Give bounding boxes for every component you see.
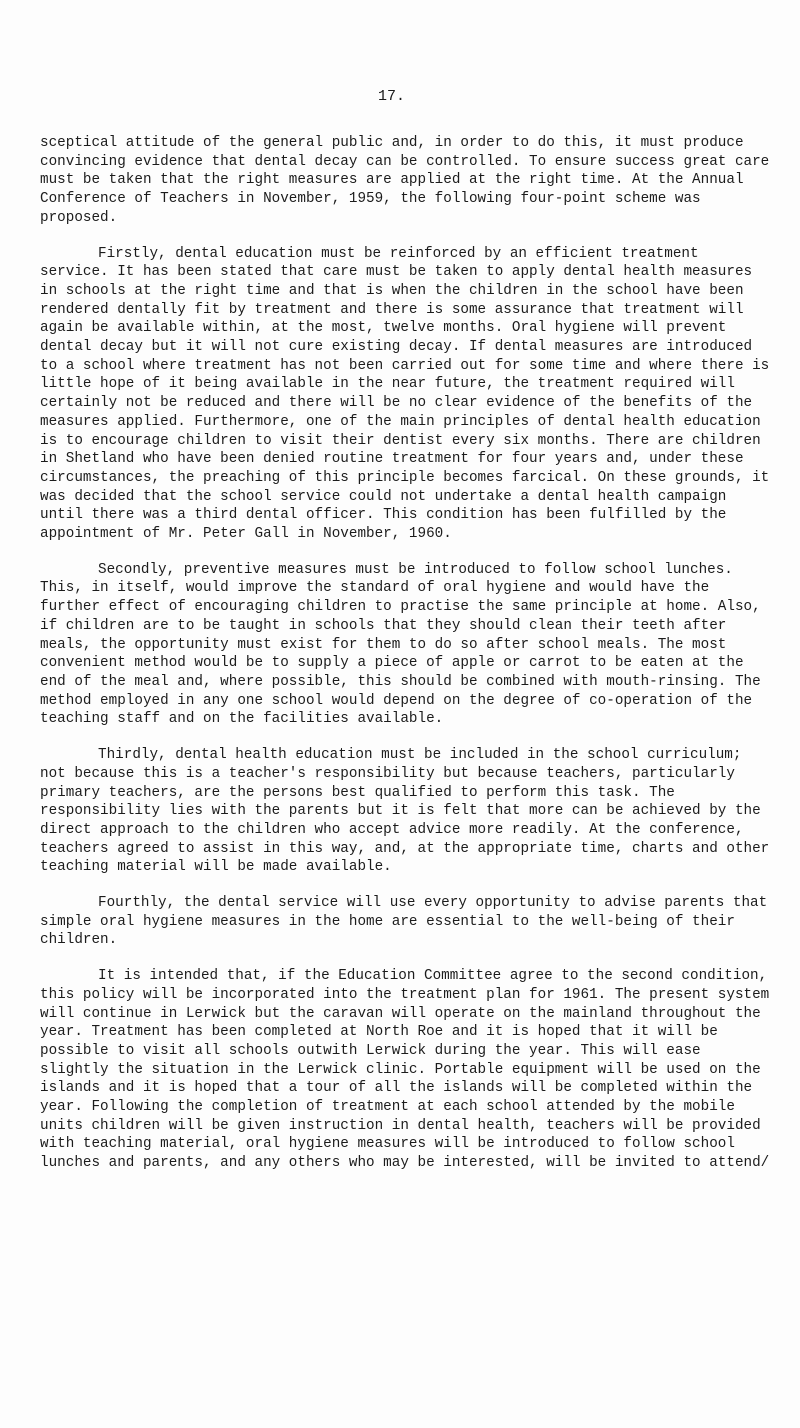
- paragraph-thirdly: Thirdly, dental health education must be included in the school curriculum; not because this is a teacher's responsibility but because teachers, particularly primary teachers, are the persons best qualified to perform this task. The responsibility lies with the parents but it is felt that more can be achieved by the direct approach to the children who accept advice more readily. At the conference, teachers agreed to assist in this way, and, at the appropriate time, charts and other teaching material will be made available.: [40, 747, 770, 876]
- paragraph-treatment-plan: It is intended that, if the Education Committee agree to the second condition, this policy will be incorporated into the treatment plan for 1961. The present system will continue in Lerwick but the caravan will operate on the mainland throughout the year. Treatment has been completed at North Roe and it is hoped that it will be possible to visit all schools outwith Lerwick during the year. This will ease slightly the situation in the Lerwick clinic. Portable equipment will be used on the islands and it is hoped that a tour of all the islands will be completed within the year. Following the completion of treatment at each school attended by the mobile units children will be given instruction in dental health, teachers will be provided with teaching material, oral hygiene measures will be introduced to follow school lunches and parents, and any others who may be interested, will be invited to attend/: [40, 968, 770, 1172]
- body-text: [40, 134, 775, 1190]
- page-number: 17.: [378, 88, 406, 105]
- paragraph-intro: sceptical attitude of the general public and, in order to do this, it must produce convincing evidence that dental decay can be controlled. To ensure success great care must be taken that the right measures are applied at the right time. At the Annual Conference of Teachers in November, 1959, the following four-point scheme was proposed.: [40, 135, 770, 226]
- paragraph-fourthly: Fourthly, the dental service will use every opportunity to advise parents that simple oral hygiene measures in the home are essential to the well-being of their children.: [40, 895, 768, 949]
- paragraph-firstly: Firstly, dental education must be reinforced by an efficient treatment service. It has been stated that care must be taken to apply dental health measures in schools at the right time and that is when the children in the school have been rendered dentally fit by treatment and there is some assurance that treatment will again be available within, at the most, twelve months. Oral hygiene will prevent dental decay but it will not cure existing decay. If dental measures are introduced to a school where treatment has not been carried out for some time and where there is little hope of it being available in the near future, the treatment required will certainly not be reduced and there will be no clear evidence of the benefits of the measures applied. Furthermore, one of the main principles of dental health education is to encourage children to visit their dentist every six months. There are children in Shetland who have been denied routine treatment for four years and, under these circumstances, the preaching of this principle becomes farcical. On these grounds, it was decided that the school service could not undertake a dental health campaign until there was a third dental officer. This condition has been fulfilled by the appointment of Mr. Peter Gall in November, 1960.: [40, 245, 770, 543]
- paragraph-secondly: Secondly, preventive measures must be introduced to follow school lunches. This, in itself, would improve the standard of oral hygiene and would have the further effect of encouraging children to practise the same principle at home. Also, if children are to be taught in schools that they should clean their teeth after meals, the opportunity must exist for them to do so after school meals. The most convenient method would be to supply a piece of apple or carrot to be eaten at the end of the meal and, where possible, this should be combined with mouth-rinsing. The method employed in any one school would depend on the degree of co-operation of the teaching staff and on the facilities available.: [40, 561, 761, 728]
